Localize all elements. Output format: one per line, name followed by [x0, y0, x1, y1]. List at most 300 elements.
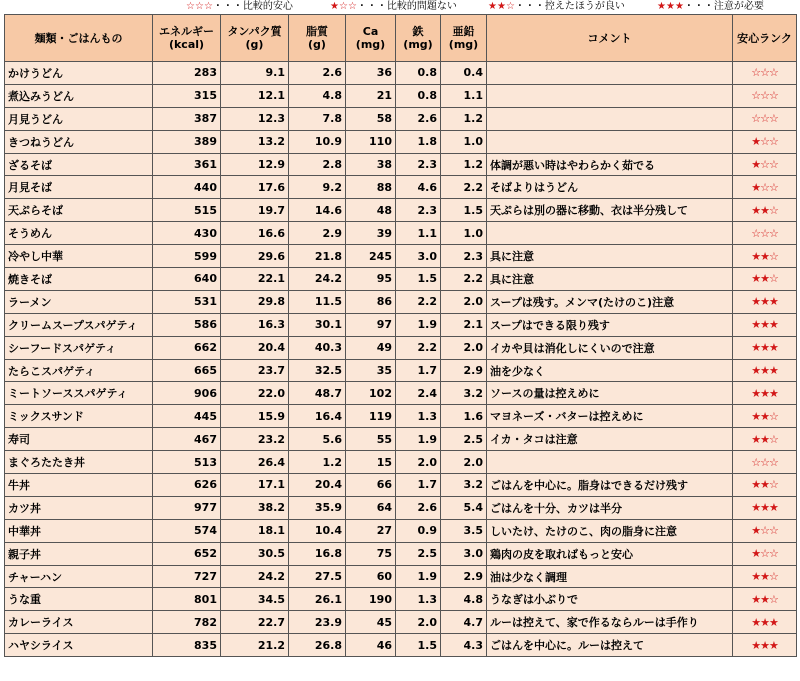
table-header-row: [5, 15, 797, 62]
outline-star-icon: ☆: [768, 455, 778, 469]
cell-rank: [733, 222, 797, 245]
outline-star-icon: ☆: [760, 455, 769, 469]
cell-iron: 1.5: [396, 268, 441, 291]
cell-zinc: 3.0: [441, 542, 487, 565]
cell-protein: 29.8: [221, 290, 289, 313]
cell-fat: 21.8: [289, 245, 346, 268]
cell-fat: 14.6: [289, 199, 346, 222]
outline-star-icon: ☆: [338, 1, 348, 12]
header-comment: コメント: [487, 15, 733, 62]
table-row: [5, 84, 797, 107]
outline-star-icon: ☆: [760, 135, 769, 149]
cell-ca: 46: [346, 634, 396, 657]
cell-iron: 2.6: [396, 107, 441, 130]
filled-star-icon: ★: [760, 364, 769, 378]
cell-fat: 20.4: [289, 474, 346, 497]
filled-star-icon: ★: [760, 592, 769, 606]
cell-protein: 16.3: [221, 313, 289, 336]
cell-zinc: 3.5: [441, 519, 487, 542]
cell-energy: 430: [153, 222, 221, 245]
cell-zinc: 3.2: [441, 382, 487, 405]
header-zinc: 亜鉛 (mg): [441, 15, 487, 62]
cell-iron: 1.9: [396, 565, 441, 588]
cell-name: たらこスパゲティ: [5, 359, 153, 382]
cell-ca: 39: [346, 222, 396, 245]
rank-stars-icon: [186, 1, 213, 12]
header-energy: エネルギー (kcal): [153, 15, 221, 62]
cell-protein: 23.2: [221, 428, 289, 451]
cell-rank: [733, 290, 797, 313]
cell-protein: 22.7: [221, 611, 289, 634]
cell-fat: 10.4: [289, 519, 346, 542]
cell-rank: [733, 451, 797, 474]
table-row: [5, 199, 797, 222]
cell-rank: [733, 359, 797, 382]
table-row: [5, 290, 797, 313]
cell-rank: [733, 611, 797, 634]
cell-zinc: 2.9: [441, 359, 487, 382]
legend-item-caution: [657, 0, 764, 14]
outline-star-icon: ☆: [760, 89, 769, 103]
cell-protein: 13.2: [221, 130, 289, 153]
cell-rank: [733, 130, 797, 153]
cell-protein: 21.2: [221, 634, 289, 657]
outline-star-icon: ☆: [760, 226, 769, 240]
cell-comment: マヨネーズ・バターは控えめに: [487, 405, 733, 428]
table-row: [5, 153, 797, 176]
cell-iron: 1.3: [396, 588, 441, 611]
outline-star-icon: ☆: [768, 570, 778, 584]
header-name: 麺類・ごはんもの: [5, 15, 153, 62]
cell-zinc: 1.6: [441, 405, 487, 428]
legend-item-moderate: [488, 0, 625, 14]
cell-fat: 26.1: [289, 588, 346, 611]
cell-zinc: 1.2: [441, 153, 487, 176]
outline-star-icon: ☆: [751, 66, 761, 80]
cell-rank: [733, 313, 797, 336]
outline-star-icon: ☆: [505, 1, 515, 12]
cell-ca: 45: [346, 611, 396, 634]
cell-iron: 1.5: [396, 634, 441, 657]
filled-star-icon: ★: [751, 158, 761, 171]
table-row: [5, 313, 797, 336]
cell-rank: [733, 153, 797, 176]
cell-iron: 2.2: [396, 336, 441, 359]
cell-energy: 467: [153, 428, 221, 451]
cell-iron: 1.8: [396, 130, 441, 153]
table-row: [5, 405, 797, 428]
cell-iron: 0.8: [396, 62, 441, 85]
cell-zinc: 4.3: [441, 634, 487, 657]
filled-star-icon: ★: [760, 386, 769, 400]
cell-iron: 1.3: [396, 405, 441, 428]
cell-energy: 586: [153, 313, 221, 336]
rank-stars-icon: [488, 1, 515, 12]
cell-comment: [487, 130, 733, 153]
nutrition-table: [4, 14, 797, 657]
cell-fat: 1.2: [289, 451, 346, 474]
cell-iron: 1.9: [396, 428, 441, 451]
outline-star-icon: ☆: [768, 180, 778, 194]
cell-name: ハヤシライス: [5, 634, 153, 657]
filled-star-icon: ★: [760, 501, 769, 515]
cell-name: 月見そば: [5, 176, 153, 199]
cell-comment: スープは残す。メンマ(たけのこ)注意: [487, 290, 733, 313]
cell-ca: 58: [346, 107, 396, 130]
cell-name: 中華丼: [5, 519, 153, 542]
cell-ca: 190: [346, 588, 396, 611]
cell-fat: 40.3: [289, 336, 346, 359]
legend: [0, 0, 800, 14]
cell-energy: 389: [153, 130, 221, 153]
cell-rank: [733, 199, 797, 222]
filled-star-icon: ★: [751, 180, 761, 194]
cell-comment: 具に注意: [487, 268, 733, 291]
cell-protein: 30.5: [221, 542, 289, 565]
cell-zinc: 2.0: [441, 336, 487, 359]
rank-stars-icon: [657, 1, 684, 12]
filled-star-icon: ★: [330, 1, 339, 12]
cell-protein: 17.6: [221, 176, 289, 199]
cell-protein: 22.0: [221, 382, 289, 405]
table-row: [5, 428, 797, 451]
cell-fat: 2.8: [289, 153, 346, 176]
outline-star-icon: ☆: [768, 66, 778, 80]
cell-protein: 24.2: [221, 565, 289, 588]
cell-ca: 36: [346, 62, 396, 85]
cell-energy: 599: [153, 245, 221, 268]
cell-fat: 23.9: [289, 611, 346, 634]
cell-zinc: 2.0: [441, 290, 487, 313]
filled-star-icon: ★: [751, 135, 761, 149]
cell-name: 冷やし中華: [5, 245, 153, 268]
cell-zinc: 1.0: [441, 222, 487, 245]
outline-star-icon: ☆: [768, 158, 778, 171]
cell-comment: ソースの量は控えめに: [487, 382, 733, 405]
cell-energy: 445: [153, 405, 221, 428]
cell-comment: 天ぷらは別の器に移動、衣は半分残して: [487, 199, 733, 222]
outline-star-icon: ☆: [768, 547, 778, 561]
cell-iron: 2.4: [396, 382, 441, 405]
cell-comment: イカ・タコは注意: [487, 428, 733, 451]
table-row: [5, 634, 797, 657]
table-row: [5, 107, 797, 130]
outline-star-icon: ☆: [768, 135, 778, 149]
cell-comment: うなぎは小ぶりで: [487, 588, 733, 611]
outline-star-icon: ☆: [768, 249, 778, 263]
filled-star-icon: ★: [751, 432, 761, 446]
cell-zinc: 4.8: [441, 588, 487, 611]
cell-ca: 88: [346, 176, 396, 199]
cell-fat: 48.7: [289, 382, 346, 405]
cell-rank: [733, 336, 797, 359]
cell-zinc: 1.1: [441, 84, 487, 107]
cell-rank: [733, 519, 797, 542]
cell-energy: 387: [153, 107, 221, 130]
cell-rank: [733, 428, 797, 451]
cell-iron: 2.0: [396, 451, 441, 474]
cell-fat: 5.6: [289, 428, 346, 451]
cell-iron: 2.3: [396, 153, 441, 176]
filled-star-icon: ★: [760, 478, 769, 492]
filled-star-icon: ★: [751, 409, 761, 423]
filled-star-icon: ★: [751, 570, 761, 584]
filled-star-icon: ★: [751, 478, 761, 492]
cell-name: 焼きそば: [5, 268, 153, 291]
cell-fat: 4.8: [289, 84, 346, 107]
filled-star-icon: ★: [674, 1, 684, 12]
cell-fat: 24.2: [289, 268, 346, 291]
cell-comment: 油は少なく調理: [487, 565, 733, 588]
table-row: [5, 268, 797, 291]
cell-zinc: 2.2: [441, 176, 487, 199]
cell-comment: 体調が悪い時はやわらかく茹でる: [487, 153, 733, 176]
table-row: [5, 336, 797, 359]
cell-name: かけうどん: [5, 62, 153, 85]
cell-energy: 727: [153, 565, 221, 588]
cell-iron: 2.3: [396, 199, 441, 222]
cell-energy: 665: [153, 359, 221, 382]
cell-name: ミックスサンド: [5, 405, 153, 428]
outline-star-icon: ☆: [760, 180, 769, 194]
table-row: [5, 176, 797, 199]
cell-iron: 2.2: [396, 290, 441, 313]
filled-star-icon: ★: [751, 272, 761, 286]
cell-ca: 102: [346, 382, 396, 405]
filled-star-icon: ★: [760, 615, 769, 629]
outline-star-icon: ☆: [194, 1, 204, 12]
cell-energy: 315: [153, 84, 221, 107]
filled-star-icon: ★: [496, 1, 506, 12]
filled-star-icon: ★: [488, 1, 497, 12]
cell-energy: 652: [153, 542, 221, 565]
cell-iron: 3.0: [396, 245, 441, 268]
filled-star-icon: ★: [760, 203, 769, 217]
cell-comment: そばよりはうどん: [487, 176, 733, 199]
filled-star-icon: ★: [760, 272, 769, 286]
cell-name: 月見うどん: [5, 107, 153, 130]
filled-star-icon: ★: [751, 615, 761, 629]
filled-star-icon: ★: [760, 318, 769, 332]
cell-zinc: 4.7: [441, 611, 487, 634]
cell-name: そうめん: [5, 222, 153, 245]
cell-comment: [487, 451, 733, 474]
table-row: [5, 222, 797, 245]
cell-comment: [487, 107, 733, 130]
table-row: [5, 382, 797, 405]
cell-iron: 4.6: [396, 176, 441, 199]
table-row: [5, 542, 797, 565]
cell-rank: [733, 474, 797, 497]
cell-fat: 27.5: [289, 565, 346, 588]
cell-zinc: 2.1: [441, 313, 487, 336]
cell-zinc: 1.0: [441, 130, 487, 153]
cell-name: クリームスープスパゲティ: [5, 313, 153, 336]
filled-star-icon: ★: [751, 592, 761, 606]
cell-name: カレーライス: [5, 611, 153, 634]
cell-protein: 12.9: [221, 153, 289, 176]
cell-name: 牛丼: [5, 474, 153, 497]
header-rank: 安心ランク: [733, 15, 797, 62]
cell-zinc: 2.9: [441, 565, 487, 588]
outline-star-icon: ☆: [347, 1, 357, 12]
cell-name: うな重: [5, 588, 153, 611]
cell-ca: 35: [346, 359, 396, 382]
cell-name: ラーメン: [5, 290, 153, 313]
table-row: [5, 62, 797, 85]
cell-zinc: 1.5: [441, 199, 487, 222]
cell-iron: 1.9: [396, 313, 441, 336]
cell-fat: 16.8: [289, 542, 346, 565]
cell-rank: [733, 62, 797, 85]
outline-star-icon: ☆: [760, 158, 769, 171]
cell-ca: 66: [346, 474, 396, 497]
cell-protein: 12.1: [221, 84, 289, 107]
legend-item-safe: [186, 0, 293, 14]
outline-star-icon: ☆: [768, 592, 778, 606]
filled-star-icon: ★: [751, 547, 761, 561]
cell-rank: [733, 268, 797, 291]
cell-energy: 662: [153, 336, 221, 359]
cell-comment: 具に注意: [487, 245, 733, 268]
cell-energy: 977: [153, 496, 221, 519]
cell-name: ざるそば: [5, 153, 153, 176]
filled-star-icon: ★: [760, 638, 769, 652]
filled-star-icon: ★: [665, 1, 675, 12]
cell-protein: 17.1: [221, 474, 289, 497]
cell-iron: 2.6: [396, 496, 441, 519]
table-row: [5, 130, 797, 153]
cell-comment: ルーは控えて、家で作るならルーは手作り: [487, 611, 733, 634]
cell-rank: [733, 588, 797, 611]
cell-ca: 15: [346, 451, 396, 474]
cell-ca: 38: [346, 153, 396, 176]
cell-name: 親子丼: [5, 542, 153, 565]
cell-energy: 835: [153, 634, 221, 657]
cell-protein: 9.1: [221, 62, 289, 85]
table-row: [5, 611, 797, 634]
cell-protein: 34.5: [221, 588, 289, 611]
cell-energy: 640: [153, 268, 221, 291]
cell-energy: 574: [153, 519, 221, 542]
cell-ca: 60: [346, 565, 396, 588]
filled-star-icon: ★: [751, 501, 761, 515]
outline-star-icon: ☆: [768, 89, 778, 103]
header-fat: 脂質 (g): [289, 15, 346, 62]
cell-fat: 26.8: [289, 634, 346, 657]
cell-energy: 531: [153, 290, 221, 313]
table-body: [5, 62, 797, 657]
cell-comment: [487, 222, 733, 245]
outline-star-icon: ☆: [760, 547, 769, 561]
cell-iron: 1.1: [396, 222, 441, 245]
cell-comment: [487, 62, 733, 85]
filled-star-icon: ★: [768, 615, 778, 629]
cell-ca: 119: [346, 405, 396, 428]
cell-fat: 2.9: [289, 222, 346, 245]
filled-star-icon: ★: [657, 1, 666, 12]
filled-star-icon: ★: [768, 638, 778, 652]
cell-rank: [733, 382, 797, 405]
cell-zinc: 0.4: [441, 62, 487, 85]
cell-energy: 782: [153, 611, 221, 634]
cell-ca: 110: [346, 130, 396, 153]
outline-star-icon: ☆: [760, 524, 769, 538]
cell-protein: 19.7: [221, 199, 289, 222]
table-row: [5, 565, 797, 588]
cell-fat: 2.6: [289, 62, 346, 85]
cell-iron: 1.7: [396, 474, 441, 497]
cell-fat: 11.5: [289, 290, 346, 313]
cell-comment: ごはんを十分、カツは半分: [487, 496, 733, 519]
cell-iron: 1.7: [396, 359, 441, 382]
cell-iron: 0.8: [396, 84, 441, 107]
cell-rank: [733, 496, 797, 519]
filled-star-icon: ★: [751, 638, 761, 652]
cell-protein: 12.3: [221, 107, 289, 130]
cell-rank: [733, 542, 797, 565]
outline-star-icon: ☆: [768, 272, 778, 286]
filled-star-icon: ★: [760, 295, 769, 309]
filled-star-icon: ★: [760, 570, 769, 584]
cell-energy: 361: [153, 153, 221, 176]
cell-ca: 245: [346, 245, 396, 268]
filled-star-icon: ★: [751, 203, 761, 217]
cell-name: きつねうどん: [5, 130, 153, 153]
cell-fat: 32.5: [289, 359, 346, 382]
cell-fat: 10.9: [289, 130, 346, 153]
filled-star-icon: ★: [751, 318, 761, 332]
outline-star-icon: ☆: [768, 203, 778, 217]
cell-comment: スープはできる限り残す: [487, 313, 733, 336]
filled-star-icon: ★: [751, 386, 761, 400]
filled-star-icon: ★: [768, 295, 778, 309]
cell-energy: 283: [153, 62, 221, 85]
cell-ca: 75: [346, 542, 396, 565]
outline-star-icon: ☆: [768, 409, 778, 423]
cell-name: カツ丼: [5, 496, 153, 519]
cell-name: チャーハン: [5, 565, 153, 588]
cell-rank: [733, 84, 797, 107]
cell-name: 寿司: [5, 428, 153, 451]
legend-text: ・・・比較的問題ない: [356, 1, 457, 12]
header-protein: タンパク質 (g): [221, 15, 289, 62]
cell-energy: 440: [153, 176, 221, 199]
cell-protein: 15.9: [221, 405, 289, 428]
cell-comment: ごはんを中心に。脂身はできるだけ残す: [487, 474, 733, 497]
filled-star-icon: ★: [768, 386, 778, 400]
filled-star-icon: ★: [751, 249, 761, 263]
filled-star-icon: ★: [751, 524, 761, 538]
cell-rank: [733, 245, 797, 268]
outline-star-icon: ☆: [751, 89, 761, 103]
cell-protein: 18.1: [221, 519, 289, 542]
cell-energy: 513: [153, 451, 221, 474]
cell-protein: 29.6: [221, 245, 289, 268]
cell-name: 天ぷらそば: [5, 199, 153, 222]
filled-star-icon: ★: [751, 341, 761, 355]
table-row: [5, 245, 797, 268]
filled-star-icon: ★: [768, 318, 778, 332]
outline-star-icon: ☆: [751, 455, 761, 469]
legend-text: ・・・注意が必要: [683, 1, 764, 12]
cell-zinc: 2.2: [441, 268, 487, 291]
cell-zinc: 2.5: [441, 428, 487, 451]
cell-ca: 21: [346, 84, 396, 107]
table-row: [5, 588, 797, 611]
outline-star-icon: ☆: [760, 112, 769, 126]
cell-ca: 95: [346, 268, 396, 291]
